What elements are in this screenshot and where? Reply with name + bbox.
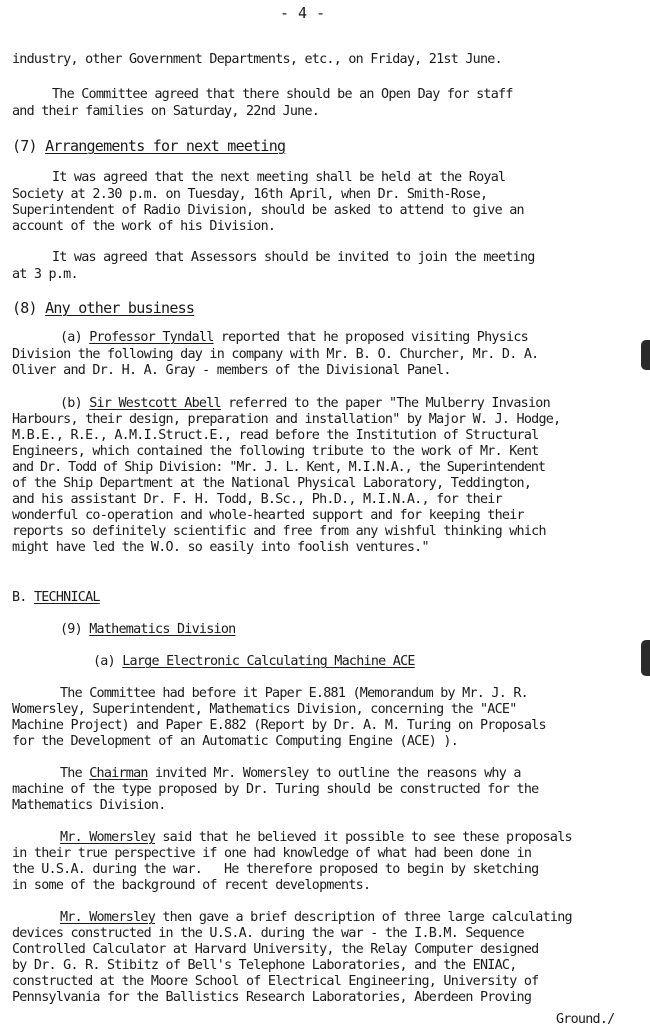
paragraph-line: the U.S.A. during the war. He therefore proposed to begin by sketching xyxy=(12,862,539,877)
person-name: Mr. Womersley xyxy=(60,830,156,845)
section-number: (9) xyxy=(60,622,90,637)
page-number: - 4 - xyxy=(280,4,326,22)
paragraph-line: and Dr. Todd of Ship Division: "Mr. J. L. Kent, M.I.N.A., the Superintendent xyxy=(12,460,545,475)
text-run: The xyxy=(60,766,90,781)
paragraph-line: Division the following day in company with Mr. B. O. Churcher, Mr. D. A. xyxy=(12,347,539,362)
paragraph-line: It was agreed that the next meeting shall be held at the Royal xyxy=(52,170,506,185)
section-number: (7) xyxy=(12,137,46,155)
item-label: (b) xyxy=(60,396,90,411)
paragraph-line: Pennsylvania for the Ballistics Research Laboratories, Aberdeen Proving xyxy=(12,990,532,1005)
paragraph-line: by Dr. G. R. Stibitz of Bell's Telephone Laboratories, and the ENIAC, xyxy=(12,958,517,973)
text-run: then gave a brief description of three large calculating xyxy=(155,910,572,925)
paragraph-line: Controlled Calculator at Harvard University, the Relay Computer designed xyxy=(12,942,539,957)
section-heading-8 xyxy=(12,300,194,316)
paragraph-line: account of the work of his Division. xyxy=(12,219,276,234)
paragraph-line: wonderful co-operation and whole-hearted support and for keeping their xyxy=(12,508,524,523)
person-name: Chairman xyxy=(89,766,148,781)
person-name: Mr. Womersley xyxy=(60,910,156,925)
section-number: B. xyxy=(12,590,34,605)
section-title: Arrangements for next meeting xyxy=(45,137,286,155)
paragraph-line: It was agreed that Assessors should be invited to join the meeting xyxy=(52,250,535,265)
binding-hole-mark xyxy=(641,340,650,370)
section-title: Mathematics Division xyxy=(89,622,236,637)
section-title: Any other business xyxy=(45,299,195,317)
paragraph-line: Engineers, which contained the following tribute to the work of Mr. Kent xyxy=(12,444,539,459)
paragraph-line: The Committee agreed that there should be an Open Day for staff xyxy=(52,87,513,102)
section-heading-9a xyxy=(93,654,415,670)
paragraph-line xyxy=(60,910,572,926)
section-number: (a) xyxy=(93,654,123,669)
paragraph-line: devices constructed in the U.S.A. during the war - the I.B.M. Sequence xyxy=(12,926,524,941)
paragraph-line: Oliver and Dr. H. A. Gray - members of the Divisional Panel. xyxy=(12,363,451,378)
paragraph-line: Harbours, their design, preparation and installation" by Major W. J. Hodge, xyxy=(12,412,561,427)
paragraph-line: Society at 2.30 p.m. on Tuesday, 16th April, when Dr. Smith-Rose, xyxy=(12,187,488,202)
section-heading-7 xyxy=(12,138,285,154)
paragraph-line: Superintendent of Radio Division, should be asked to attend to give an xyxy=(12,203,524,218)
paragraph-line: might have led the W.O. so easily into foolish ventures." xyxy=(12,540,429,555)
paragraph-line: M.B.E., R.E., A.M.I.Struct.E., read before the Institution of Structural xyxy=(12,428,539,443)
paragraph-line xyxy=(60,830,572,846)
paragraph-line: at 3 p.m. xyxy=(12,267,78,282)
paragraph-line xyxy=(60,330,528,346)
text-run: reported that he proposed visiting Physics xyxy=(213,330,528,345)
paragraph-line: and his assistant Dr. F. H. Todd, B.Sc., Ph.D., M.I.N.A., for their xyxy=(12,492,502,507)
catchword: Ground./ xyxy=(556,1012,615,1027)
paragraph-line: and their families on Saturday, 22nd June. xyxy=(12,104,320,119)
section-heading-b xyxy=(12,590,100,606)
paragraph-line: in some of the background of recent developments. xyxy=(12,878,371,893)
text-run: said that he believed it possible to see these proposals xyxy=(155,830,572,845)
section-heading-9 xyxy=(60,622,236,638)
text-run: invited Mr. Womersley to outline the reasons why a xyxy=(147,766,521,781)
paragraph-line: Womersley, Superintendent, Mathematics Division, concerning the "ACE" xyxy=(12,702,517,717)
paragraph-line xyxy=(60,766,521,782)
person-name: Sir Westcott Abell xyxy=(89,396,221,411)
section-title: Large Electronic Calculating Machine ACE xyxy=(122,654,415,669)
section-number: (8) xyxy=(12,299,46,317)
paragraph-line: Mathematics Division. xyxy=(12,798,166,813)
text-run: referred to the paper "The Mulberry Invasion xyxy=(220,396,550,411)
paragraph-line: constructed at the Moore School of Electrical Engineering, University of xyxy=(12,974,539,989)
paragraph-line: Machine Project) and Paper E.882 (Report by Dr. A. M. Turing on Proposals xyxy=(12,718,546,733)
paragraph-line: machine of the type proposed by Dr. Turing should be constructed for the xyxy=(12,782,539,797)
item-label: (a) xyxy=(60,330,90,345)
person-name: Professor Tyndall xyxy=(89,330,214,345)
paragraph-line: The Committee had before it Paper E.881 (Memorandum by Mr. J. R. xyxy=(60,686,528,701)
paragraph-line: of the Ship Department at the National Physical Laboratory, Teddington, xyxy=(12,476,532,491)
paragraph-line: reports so definitely scientific and free from any wishful thinking which xyxy=(12,524,546,539)
section-title: TECHNICAL xyxy=(33,590,100,605)
paragraph-line: in their true perspective if one had knowledge of what had been done in xyxy=(12,846,532,861)
binding-hole-mark xyxy=(641,640,650,676)
paragraph-line: for the Development of an Automatic Computing Engine (ACE) ). xyxy=(12,734,459,749)
paragraph-line xyxy=(60,396,550,412)
paragraph-line: industry, other Government Departments, etc., on Friday, 21st June. xyxy=(12,52,502,67)
